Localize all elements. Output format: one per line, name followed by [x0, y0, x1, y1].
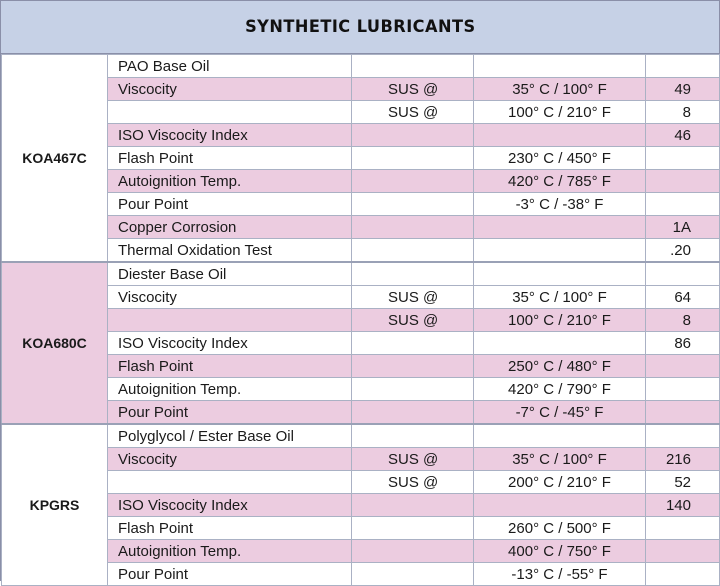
- property-cell: ISO Viscocity Index: [108, 494, 352, 517]
- unit-cell: [352, 262, 474, 286]
- table-row: [2, 147, 720, 170]
- value-cell: [646, 193, 720, 216]
- property-cell: Autoignition Temp.: [108, 540, 352, 563]
- table-row: [2, 563, 720, 586]
- table-row: [2, 332, 720, 355]
- value-cell: [646, 540, 720, 563]
- unit-cell: [352, 378, 474, 401]
- value-cell: 8: [646, 309, 720, 332]
- table-title-bar: [1, 1, 719, 54]
- condition-cell: [474, 124, 646, 147]
- unit-cell: [352, 494, 474, 517]
- table-row: [2, 517, 720, 540]
- table-row: [2, 471, 720, 494]
- unit-cell: SUS @: [352, 286, 474, 309]
- condition-cell: [474, 332, 646, 355]
- table-row: [2, 170, 720, 193]
- unit-cell: [352, 147, 474, 170]
- value-cell: 1A: [646, 216, 720, 239]
- spec-table-body: [2, 55, 720, 586]
- property-cell: Pour Point: [108, 401, 352, 425]
- table-title: SYNTHETIC LUBRICANTS: [244, 17, 476, 37]
- value-cell: 8: [646, 101, 720, 124]
- table-row: [2, 101, 720, 124]
- table-row: [2, 239, 720, 263]
- unit-cell: [352, 239, 474, 263]
- value-cell: [646, 147, 720, 170]
- value-cell: [646, 55, 720, 78]
- value-cell: 49: [646, 78, 720, 101]
- condition-cell: 420° C / 790° F: [474, 378, 646, 401]
- property-cell: Flash Point: [108, 355, 352, 378]
- property-cell: [108, 101, 352, 124]
- unit-cell: [352, 517, 474, 540]
- condition-cell: 420° C / 785° F: [474, 170, 646, 193]
- table-row: [2, 193, 720, 216]
- property-cell: Diester Base Oil: [108, 262, 352, 286]
- unit-cell: [352, 124, 474, 147]
- property-cell: [108, 471, 352, 494]
- condition-cell: -13° C / -55° F: [474, 563, 646, 586]
- condition-cell: 400° C / 750° F: [474, 540, 646, 563]
- value-cell: 86: [646, 332, 720, 355]
- table-row: [2, 401, 720, 425]
- table-row: [2, 540, 720, 563]
- condition-cell: [474, 216, 646, 239]
- property-cell: [108, 309, 352, 332]
- property-cell: Polyglycol / Ester Base Oil: [108, 424, 352, 448]
- value-cell: 140: [646, 494, 720, 517]
- condition-cell: -3° C / -38° F: [474, 193, 646, 216]
- condition-cell: [474, 424, 646, 448]
- unit-cell: [352, 170, 474, 193]
- condition-cell: [474, 262, 646, 286]
- condition-cell: 35° C / 100° F: [474, 78, 646, 101]
- value-cell: [646, 424, 720, 448]
- unit-cell: [352, 401, 474, 425]
- property-cell: Flash Point: [108, 517, 352, 540]
- property-cell: Viscocity: [108, 448, 352, 471]
- unit-cell: SUS @: [352, 471, 474, 494]
- value-cell: 216: [646, 448, 720, 471]
- value-cell: .20: [646, 239, 720, 263]
- unit-cell: [352, 563, 474, 586]
- condition-cell: 100° C / 210° F: [474, 101, 646, 124]
- property-cell: Autoignition Temp.: [108, 170, 352, 193]
- property-cell: Viscocity: [108, 78, 352, 101]
- table-row: [2, 424, 720, 448]
- property-cell: ISO Viscocity Index: [108, 124, 352, 147]
- unit-cell: [352, 332, 474, 355]
- value-cell: [646, 378, 720, 401]
- product-name: KOA680C: [2, 262, 108, 424]
- property-cell: ISO Viscocity Index: [108, 332, 352, 355]
- value-cell: 46: [646, 124, 720, 147]
- unit-cell: SUS @: [352, 101, 474, 124]
- value-cell: 52: [646, 471, 720, 494]
- condition-cell: 35° C / 100° F: [474, 448, 646, 471]
- property-cell: Pour Point: [108, 193, 352, 216]
- table-row: [2, 378, 720, 401]
- value-cell: [646, 170, 720, 193]
- unit-cell: [352, 193, 474, 216]
- unit-cell: [352, 55, 474, 78]
- condition-cell: 100° C / 210° F: [474, 309, 646, 332]
- table-row: [2, 78, 720, 101]
- table-row: [2, 355, 720, 378]
- condition-cell: 200° C / 210° F: [474, 471, 646, 494]
- condition-cell: 230° C / 450° F: [474, 147, 646, 170]
- property-cell: Autoignition Temp.: [108, 378, 352, 401]
- table-row: [2, 55, 720, 78]
- property-cell: Flash Point: [108, 147, 352, 170]
- table-row: [2, 286, 720, 309]
- table-row: [2, 309, 720, 332]
- table-row: [2, 448, 720, 471]
- property-cell: PAO Base Oil: [108, 55, 352, 78]
- unit-cell: [352, 355, 474, 378]
- condition-cell: 260° C / 500° F: [474, 517, 646, 540]
- product-name: KPGRS: [2, 424, 108, 586]
- unit-cell: SUS @: [352, 309, 474, 332]
- unit-cell: SUS @: [352, 448, 474, 471]
- unit-cell: [352, 540, 474, 563]
- condition-cell: 35° C / 100° F: [474, 286, 646, 309]
- condition-cell: [474, 55, 646, 78]
- property-cell: Viscocity: [108, 286, 352, 309]
- value-cell: 64: [646, 286, 720, 309]
- unit-cell: [352, 424, 474, 448]
- value-cell: [646, 262, 720, 286]
- value-cell: [646, 563, 720, 586]
- table-row: [2, 216, 720, 239]
- product-name: KOA467C: [2, 55, 108, 263]
- property-cell: Copper Corrosion: [108, 216, 352, 239]
- table-row: [2, 124, 720, 147]
- unit-cell: SUS @: [352, 78, 474, 101]
- condition-cell: -7° C / -45° F: [474, 401, 646, 425]
- value-cell: [646, 401, 720, 425]
- value-cell: [646, 355, 720, 378]
- value-cell: [646, 517, 720, 540]
- table-row: [2, 494, 720, 517]
- spec-table: [1, 54, 720, 586]
- property-cell: Thermal Oxidation Test: [108, 239, 352, 263]
- condition-cell: [474, 239, 646, 263]
- property-cell: Pour Point: [108, 563, 352, 586]
- table-row: [2, 262, 720, 286]
- condition-cell: 250° C / 480° F: [474, 355, 646, 378]
- unit-cell: [352, 216, 474, 239]
- condition-cell: [474, 494, 646, 517]
